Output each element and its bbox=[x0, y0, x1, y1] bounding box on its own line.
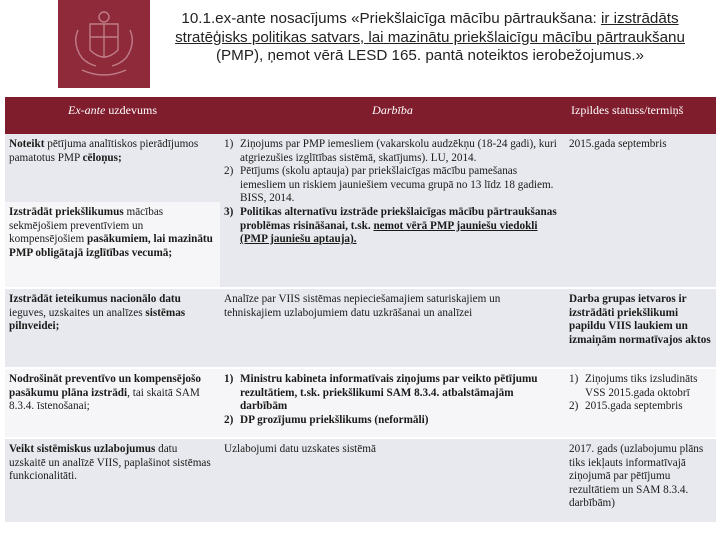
header-action bbox=[220, 97, 565, 134]
list-item bbox=[224, 165, 560, 206]
task-bold-end: cēloņus; bbox=[82, 151, 122, 164]
ex-ante-table bbox=[5, 97, 716, 522]
list-item bbox=[569, 373, 711, 400]
table-row bbox=[5, 438, 716, 522]
item-number: 1) bbox=[569, 373, 579, 385]
task-bold: Izstrādāt ieteikumus nacionālo datu bbox=[9, 293, 181, 305]
action-text: Analīze par VIIS sistēmas nepieciešamajiem saturiskajiem un tehniskajiem uzlabojumiem datu uzkrāšanai un analīzei bbox=[224, 293, 501, 319]
item-text: Ministru kabineta informatīvais ziņojums par veikto pētījumu rezultātiem, t.sk. priekšlikumi SAM 8.3.4. atbalstāmajām darbībām bbox=[240, 373, 538, 413]
table-row bbox=[5, 288, 716, 368]
task-cell bbox=[5, 438, 220, 522]
item-number: 2) bbox=[224, 165, 234, 178]
action-cell bbox=[220, 134, 565, 288]
title-suffix: (PMP), ņemot vērā LESD 165. pantā noteiktos ierobežojumus.» bbox=[215, 47, 644, 65]
task-bold-end: sistēmas pilnveidei; bbox=[9, 306, 186, 333]
status-cell bbox=[565, 438, 716, 522]
title-underlined: ir izstrādāts stratēģisks politikas satvars, lai mazinātu priekšlaicīgu mācību pārtraukšanu bbox=[175, 10, 685, 46]
header-status-text: Izpildes statuss/termiņš bbox=[571, 103, 684, 117]
item-text: Pētījums (skolu aptauja) par priekšlaicīgas mācību pamešanas iemesliem un riskiem jauniešiem vecuma grupā no 13 līdz 18 gadiem. BISS, 2014. bbox=[240, 165, 554, 205]
table-header-row bbox=[5, 97, 716, 134]
status-cell bbox=[565, 288, 716, 368]
task-bold: Noteikt bbox=[9, 138, 45, 150]
header-task bbox=[5, 97, 220, 134]
item-text: DP grozījumu priekšlikums (neformāli) bbox=[240, 413, 429, 426]
action-cell bbox=[220, 438, 565, 522]
header-task-rest: uzdevums bbox=[105, 103, 157, 117]
task-cell bbox=[5, 368, 220, 438]
action-text: Uzlabojumi datu uzskates sistēmā bbox=[224, 443, 376, 455]
table-row bbox=[5, 134, 716, 202]
item-text: Ziņojums tiks izsludināts VSS 2015.gada oktobrī bbox=[585, 373, 698, 399]
list-item bbox=[224, 138, 560, 165]
page-title bbox=[150, 10, 710, 66]
task-text: mācības sekmējošiem preventīviem un kompensējošiem bbox=[9, 206, 164, 246]
action-cell bbox=[220, 368, 565, 438]
header-task-italic: Ex-ante bbox=[68, 103, 106, 117]
status-cell bbox=[565, 368, 716, 438]
coat-of-arms-icon bbox=[58, 0, 150, 88]
task-text: ieguves, uzskaites un analīzes bbox=[9, 306, 146, 319]
task-cell bbox=[5, 288, 220, 368]
status-text: 2017. gads (uzlabojumu plāns tiks iekļauts informatīvajā ziņojumā par pētījumu rezultātiem un SAM 8.3.4. darbībām) bbox=[569, 443, 704, 510]
task-text: pētījuma analītiskos pierādījumos pamatotus PMP bbox=[9, 138, 199, 164]
task-bold: Veikt sistēmiskus uzlabojumus bbox=[9, 443, 156, 455]
action-list bbox=[224, 138, 560, 247]
item-text: Politikas alternatīvu izstrāde priekšlaicīgas mācību pārtraukšanas problēmas risināšanai, t.sk. bbox=[240, 205, 557, 232]
status-cell bbox=[565, 134, 716, 288]
title-prefix: 10.1.ex-ante nosacījums «Priekšlaicīga mācību pārtraukšana: bbox=[181, 10, 601, 27]
coat-of-arms-logo bbox=[58, 0, 150, 88]
item-text: Ziņojums par PMP iemesliem (vakarskolu audzēkņu (18-24 gadi), kuri atgriezušies izglītības sistēmā, skatījums). LU, 2014. bbox=[240, 138, 557, 164]
task-text: datu uzskaitē un analīzē VIIS, paplašinot sistēmas funkcionalitāti. bbox=[9, 443, 211, 483]
item-number: 1) bbox=[224, 138, 234, 150]
status-list bbox=[569, 373, 711, 414]
list-item bbox=[224, 414, 560, 428]
item-text: 2015.gada septembris bbox=[585, 400, 683, 413]
header-action-text: Darbība bbox=[372, 103, 413, 117]
task-bold: Nodrošināt preventīvo un kompensējošo pasākumu plāna izstrādi bbox=[9, 373, 201, 399]
header-status bbox=[565, 97, 716, 134]
action-cell bbox=[220, 288, 565, 368]
status-text: 2015.gada septembris bbox=[569, 138, 667, 150]
item-text-underlined: nemot vērā PMP jauniešu viedokli (PMP jauniešu aptauja). bbox=[240, 219, 538, 246]
action-list bbox=[224, 373, 560, 427]
list-item bbox=[224, 373, 560, 414]
item-number: 3) bbox=[224, 205, 234, 218]
table-row bbox=[5, 368, 716, 438]
list-item bbox=[569, 400, 711, 414]
list-item bbox=[224, 206, 560, 247]
item-number: 2) bbox=[224, 413, 234, 426]
task-bold-end: pasākumiem, lai mazinātu PMP obligātajā izglītības vecumā; bbox=[9, 233, 213, 259]
task-cell bbox=[5, 202, 220, 288]
item-number: 1) bbox=[224, 373, 234, 385]
task-cell bbox=[5, 134, 220, 202]
status-text: Darba grupas ietvaros ir izstrādāti priekšlikumi papildu VIIS laukiem un izmaiņām normatīvajos aktos bbox=[569, 293, 711, 346]
item-number: 2) bbox=[569, 400, 579, 413]
task-text: , tai skaitā SAM 8.3.4. īstenošanai; bbox=[9, 386, 200, 413]
task-bold: Izstrādāt priekšlikumus bbox=[9, 206, 124, 218]
